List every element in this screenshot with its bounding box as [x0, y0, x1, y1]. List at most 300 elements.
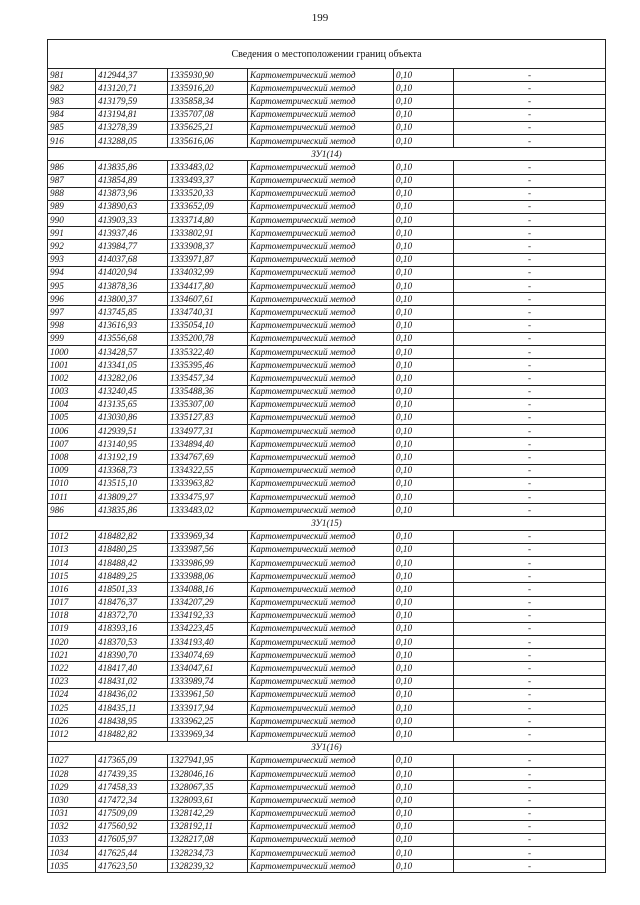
- coord-x-cell: 417365,09: [96, 754, 168, 767]
- method-cell: Картометрический метод: [248, 121, 394, 134]
- coord-x-cell: 418501,33: [96, 583, 168, 596]
- point-number-cell: 987: [48, 174, 96, 187]
- coord-x-cell: 418480,25: [96, 543, 168, 556]
- point-number-cell: 1034: [48, 847, 96, 860]
- coord-x-cell: 418488,42: [96, 556, 168, 569]
- method-cell: Картометрический метод: [248, 675, 394, 688]
- coord-x-cell: 413140,95: [96, 438, 168, 451]
- method-cell: Картометрический метод: [248, 174, 394, 187]
- accuracy-cell: 0,10: [394, 649, 454, 662]
- accuracy-cell: 0,10: [394, 214, 454, 227]
- accuracy-cell: 0,10: [394, 345, 454, 358]
- accuracy-cell: 0,10: [394, 833, 454, 846]
- description-cell: -: [454, 95, 606, 108]
- coord-y-cell: 1333969,34: [168, 530, 248, 543]
- table-row: [48, 807, 606, 820]
- point-number-cell: 1018: [48, 609, 96, 622]
- coord-x-cell: 418482,82: [96, 530, 168, 543]
- coord-y-cell: 1335395,46: [168, 359, 248, 372]
- table-row: [48, 715, 606, 728]
- method-cell: Картометрический метод: [248, 491, 394, 504]
- point-number-cell: 1025: [48, 702, 96, 715]
- method-cell: Картометрический метод: [248, 214, 394, 227]
- method-cell: Картометрический метод: [248, 807, 394, 820]
- coord-x-cell: 417509,09: [96, 807, 168, 820]
- accuracy-cell: 0,10: [394, 266, 454, 279]
- point-number-cell: 1019: [48, 622, 96, 635]
- accuracy-cell: 0,10: [394, 570, 454, 583]
- method-cell: Картометрический метод: [248, 715, 394, 728]
- point-number-cell: 1001: [48, 359, 96, 372]
- accuracy-cell: 0,10: [394, 807, 454, 820]
- accuracy-cell: 0,10: [394, 781, 454, 794]
- coord-x-cell: 417623,50: [96, 860, 168, 873]
- method-cell: Картометрический метод: [248, 728, 394, 741]
- point-number-cell: 1020: [48, 636, 96, 649]
- table-row: [48, 728, 606, 741]
- point-number-cell: 996: [48, 293, 96, 306]
- coord-y-cell: 1334192,33: [168, 609, 248, 622]
- coord-x-cell: 413937,46: [96, 227, 168, 240]
- accuracy-cell: 0,10: [394, 332, 454, 345]
- description-cell: -: [454, 556, 606, 569]
- coord-y-cell: 1328067,35: [168, 781, 248, 794]
- coord-y-cell: 1335930,90: [168, 69, 248, 82]
- accuracy-cell: 0,10: [394, 688, 454, 701]
- section-label: ЗУ1(15): [48, 517, 606, 530]
- coord-y-cell: 1334088,16: [168, 583, 248, 596]
- method-cell: Картометрический метод: [248, 781, 394, 794]
- coord-x-cell: 418476,37: [96, 596, 168, 609]
- description-cell: -: [454, 781, 606, 794]
- coord-y-cell: 1335322,40: [168, 345, 248, 358]
- boundary-coordinates-table: [47, 39, 606, 873]
- description-cell: -: [454, 280, 606, 293]
- description-cell: -: [454, 794, 606, 807]
- accuracy-cell: 0,10: [394, 411, 454, 424]
- accuracy-cell: 0,10: [394, 609, 454, 622]
- description-cell: -: [454, 306, 606, 319]
- table-row: [48, 794, 606, 807]
- description-cell: -: [454, 266, 606, 279]
- point-number-cell: 983: [48, 95, 96, 108]
- coord-y-cell: 1328217,08: [168, 833, 248, 846]
- coord-x-cell: 413341,05: [96, 359, 168, 372]
- description-cell: -: [454, 240, 606, 253]
- coord-y-cell: 1333988,06: [168, 570, 248, 583]
- description-cell: -: [454, 227, 606, 240]
- accuracy-cell: 0,10: [394, 161, 454, 174]
- method-cell: Картометрический метод: [248, 609, 394, 622]
- table-row: [48, 860, 606, 873]
- accuracy-cell: 0,10: [394, 438, 454, 451]
- coord-y-cell: 1334223,45: [168, 622, 248, 635]
- table-row: [48, 95, 606, 108]
- method-cell: Картометрический метод: [248, 161, 394, 174]
- coord-y-cell: 1333971,87: [168, 253, 248, 266]
- coord-x-cell: 413282,06: [96, 372, 168, 385]
- description-cell: -: [454, 860, 606, 873]
- coord-x-cell: 413984,77: [96, 240, 168, 253]
- coord-x-cell: 413120,71: [96, 82, 168, 95]
- point-number-cell: 989: [48, 200, 96, 213]
- description-cell: -: [454, 702, 606, 715]
- table-row: [48, 280, 606, 293]
- accuracy-cell: 0,10: [394, 425, 454, 438]
- description-cell: -: [454, 609, 606, 622]
- coord-x-cell: 413515,10: [96, 477, 168, 490]
- coord-y-cell: 1333986,99: [168, 556, 248, 569]
- method-cell: Картометрический метод: [248, 530, 394, 543]
- method-cell: Картометрический метод: [248, 570, 394, 583]
- description-cell: -: [454, 214, 606, 227]
- coord-x-cell: 418435,11: [96, 702, 168, 715]
- coord-y-cell: 1328142,29: [168, 807, 248, 820]
- coord-y-cell: 1335127,83: [168, 411, 248, 424]
- coord-x-cell: 413835,86: [96, 161, 168, 174]
- point-number-cell: 990: [48, 214, 96, 227]
- point-number-cell: 1002: [48, 372, 96, 385]
- description-cell: -: [454, 359, 606, 372]
- coord-x-cell: 413809,27: [96, 491, 168, 504]
- page-number: 199: [311, 12, 329, 24]
- method-cell: Картометрический метод: [248, 134, 394, 147]
- point-number-cell: 1027: [48, 754, 96, 767]
- description-cell: -: [454, 121, 606, 134]
- coord-x-cell: 413194,81: [96, 108, 168, 121]
- coord-x-cell: 413745,85: [96, 306, 168, 319]
- method-cell: Картометрический метод: [248, 451, 394, 464]
- description-cell: -: [454, 385, 606, 398]
- point-number-cell: 986: [48, 161, 96, 174]
- point-number-cell: 1009: [48, 464, 96, 477]
- method-cell: Картометрический метод: [248, 95, 394, 108]
- accuracy-cell: 0,10: [394, 662, 454, 675]
- coord-y-cell: 1334322,55: [168, 464, 248, 477]
- description-cell: -: [454, 847, 606, 860]
- coord-y-cell: 1334032,99: [168, 266, 248, 279]
- accuracy-cell: 0,10: [394, 477, 454, 490]
- coord-y-cell: 1334074,69: [168, 649, 248, 662]
- description-cell: -: [454, 833, 606, 846]
- coord-y-cell: 1335054,10: [168, 319, 248, 332]
- accuracy-cell: 0,10: [394, 464, 454, 477]
- point-number-cell: 1032: [48, 820, 96, 833]
- coord-y-cell: 1328234,73: [168, 847, 248, 860]
- coord-x-cell: 418482,82: [96, 728, 168, 741]
- method-cell: Картометрический метод: [248, 833, 394, 846]
- accuracy-cell: 0,10: [394, 134, 454, 147]
- coord-x-cell: 413800,37: [96, 293, 168, 306]
- coord-y-cell: 1334193,40: [168, 636, 248, 649]
- method-cell: Картометрический метод: [248, 372, 394, 385]
- method-cell: Картометрический метод: [248, 636, 394, 649]
- point-number-cell: 1012: [48, 728, 96, 741]
- description-cell: -: [454, 134, 606, 147]
- coord-x-cell: 418372,70: [96, 609, 168, 622]
- point-number-cell: 997: [48, 306, 96, 319]
- coord-y-cell: 1333483,02: [168, 161, 248, 174]
- method-cell: Картометрический метод: [248, 108, 394, 121]
- method-cell: Картометрический метод: [248, 847, 394, 860]
- accuracy-cell: 0,10: [394, 174, 454, 187]
- table-row: [48, 622, 606, 635]
- accuracy-cell: 0,10: [394, 200, 454, 213]
- coord-x-cell: 413179,59: [96, 95, 168, 108]
- coord-x-cell: 418431,02: [96, 675, 168, 688]
- table-row: [48, 662, 606, 675]
- accuracy-cell: 0,10: [394, 293, 454, 306]
- method-cell: Картометрический метод: [248, 240, 394, 253]
- accuracy-cell: 0,10: [394, 583, 454, 596]
- coord-y-cell: 1334977,31: [168, 425, 248, 438]
- table-row: [48, 438, 606, 451]
- accuracy-cell: 0,10: [394, 319, 454, 332]
- table-row: [48, 345, 606, 358]
- section-label: ЗУ1(16): [48, 741, 606, 754]
- point-number-cell: 1015: [48, 570, 96, 583]
- description-cell: -: [454, 636, 606, 649]
- coord-x-cell: 414020,94: [96, 266, 168, 279]
- description-cell: -: [454, 688, 606, 701]
- method-cell: Картометрический метод: [248, 622, 394, 635]
- table-row: [48, 688, 606, 701]
- method-cell: Картометрический метод: [248, 438, 394, 451]
- description-cell: -: [454, 411, 606, 424]
- accuracy-cell: 0,10: [394, 69, 454, 82]
- description-cell: -: [454, 438, 606, 451]
- method-cell: Картометрический метод: [248, 280, 394, 293]
- coord-y-cell: 1333917,94: [168, 702, 248, 715]
- coord-x-cell: 417625,44: [96, 847, 168, 860]
- method-cell: Картометрический метод: [248, 187, 394, 200]
- coord-x-cell: 413854,89: [96, 174, 168, 187]
- description-cell: -: [454, 622, 606, 635]
- accuracy-cell: 0,10: [394, 728, 454, 741]
- point-number-cell: 1031: [48, 807, 96, 820]
- accuracy-cell: 0,10: [394, 372, 454, 385]
- method-cell: Картометрический метод: [248, 385, 394, 398]
- method-cell: Картометрический метод: [248, 398, 394, 411]
- accuracy-cell: 0,10: [394, 596, 454, 609]
- table-row: [48, 477, 606, 490]
- table-row: [48, 491, 606, 504]
- coord-y-cell: 1334767,69: [168, 451, 248, 464]
- coord-x-cell: 414037,68: [96, 253, 168, 266]
- point-number-cell: 1026: [48, 715, 96, 728]
- accuracy-cell: 0,10: [394, 767, 454, 780]
- description-cell: -: [454, 464, 606, 477]
- method-cell: Картометрический метод: [248, 425, 394, 438]
- coord-x-cell: 418436,02: [96, 688, 168, 701]
- table-row: [48, 187, 606, 200]
- coord-y-cell: 1335488,36: [168, 385, 248, 398]
- accuracy-cell: 0,10: [394, 253, 454, 266]
- description-cell: -: [454, 728, 606, 741]
- table-row: [48, 134, 606, 147]
- table-row: [48, 306, 606, 319]
- accuracy-cell: 0,10: [394, 491, 454, 504]
- accuracy-cell: 0,10: [394, 121, 454, 134]
- coord-y-cell: 1334417,80: [168, 280, 248, 293]
- method-cell: Картометрический метод: [248, 293, 394, 306]
- table-row: [48, 609, 606, 622]
- accuracy-cell: 0,10: [394, 385, 454, 398]
- coord-y-cell: 1335625,21: [168, 121, 248, 134]
- point-number-cell: 984: [48, 108, 96, 121]
- coord-x-cell: 413835,86: [96, 504, 168, 517]
- method-cell: Картометрический метод: [248, 306, 394, 319]
- accuracy-cell: 0,10: [394, 187, 454, 200]
- description-cell: -: [454, 675, 606, 688]
- coord-x-cell: 413135,65: [96, 398, 168, 411]
- table-row: [48, 675, 606, 688]
- table-row: [48, 425, 606, 438]
- method-cell: Картометрический метод: [248, 345, 394, 358]
- point-number-cell: 1005: [48, 411, 96, 424]
- description-cell: -: [454, 253, 606, 266]
- point-number-cell: 1008: [48, 451, 96, 464]
- method-cell: Картометрический метод: [248, 82, 394, 95]
- point-number-cell: 999: [48, 332, 96, 345]
- table-title-row: [48, 40, 606, 69]
- table-row: [48, 596, 606, 609]
- method-cell: Картометрический метод: [248, 266, 394, 279]
- table-row: [48, 319, 606, 332]
- method-cell: Картометрический метод: [248, 860, 394, 873]
- coord-y-cell: 1335307,00: [168, 398, 248, 411]
- accuracy-cell: 0,10: [394, 636, 454, 649]
- method-cell: Картометрический метод: [248, 662, 394, 675]
- coord-y-cell: 1333969,34: [168, 728, 248, 741]
- point-number-cell: 1012: [48, 530, 96, 543]
- description-cell: -: [454, 504, 606, 517]
- table-row: [48, 161, 606, 174]
- accuracy-cell: 0,10: [394, 702, 454, 715]
- coord-y-cell: 1335858,34: [168, 95, 248, 108]
- coord-y-cell: 1333963,82: [168, 477, 248, 490]
- point-number-cell: 1000: [48, 345, 96, 358]
- table-title: Сведения о местоположении границ объекта: [48, 40, 606, 69]
- point-number-cell: 994: [48, 266, 96, 279]
- point-number-cell: 1021: [48, 649, 96, 662]
- coord-y-cell: 1333493,37: [168, 174, 248, 187]
- point-number-cell: 985: [48, 121, 96, 134]
- coord-y-cell: 1327941,95: [168, 754, 248, 767]
- point-number-cell: 1033: [48, 833, 96, 846]
- point-number-cell: 1030: [48, 794, 96, 807]
- description-cell: -: [454, 491, 606, 504]
- table-row: [48, 174, 606, 187]
- accuracy-cell: 0,10: [394, 715, 454, 728]
- coord-x-cell: 413368,73: [96, 464, 168, 477]
- method-cell: Картометрический метод: [248, 794, 394, 807]
- table-row: [48, 108, 606, 121]
- table-row: [48, 121, 606, 134]
- point-number-cell: 1023: [48, 675, 96, 688]
- accuracy-cell: 0,10: [394, 543, 454, 556]
- coord-x-cell: 413030,86: [96, 411, 168, 424]
- method-cell: Картометрический метод: [248, 332, 394, 345]
- coord-x-cell: 412944,37: [96, 69, 168, 82]
- coord-x-cell: 418393,16: [96, 622, 168, 635]
- table-row: [48, 649, 606, 662]
- table-row: [48, 253, 606, 266]
- accuracy-cell: 0,10: [394, 306, 454, 319]
- accuracy-cell: 0,10: [394, 108, 454, 121]
- method-cell: Картометрический метод: [248, 477, 394, 490]
- table-row: [48, 530, 606, 543]
- table-row: [48, 293, 606, 306]
- table-body: [48, 40, 606, 873]
- accuracy-cell: 0,10: [394, 794, 454, 807]
- point-number-cell: 1022: [48, 662, 96, 675]
- table-row: [48, 464, 606, 477]
- coord-x-cell: 413903,33: [96, 214, 168, 227]
- description-cell: -: [454, 187, 606, 200]
- table-row: [48, 781, 606, 794]
- coord-x-cell: 413288,05: [96, 134, 168, 147]
- accuracy-cell: 0,10: [394, 530, 454, 543]
- method-cell: Картометрический метод: [248, 69, 394, 82]
- coord-x-cell: 413616,93: [96, 319, 168, 332]
- table-row: [48, 451, 606, 464]
- coord-x-cell: 418370,53: [96, 636, 168, 649]
- point-number-cell: 981: [48, 69, 96, 82]
- table-row: [48, 570, 606, 583]
- description-cell: -: [454, 451, 606, 464]
- description-cell: -: [454, 82, 606, 95]
- method-cell: Картометрический метод: [248, 319, 394, 332]
- method-cell: Картометрический метод: [248, 583, 394, 596]
- coord-y-cell: 1334740,31: [168, 306, 248, 319]
- point-number-cell: 1024: [48, 688, 96, 701]
- accuracy-cell: 0,10: [394, 556, 454, 569]
- accuracy-cell: 0,10: [394, 95, 454, 108]
- point-number-cell: 992: [48, 240, 96, 253]
- point-number-cell: 1029: [48, 781, 96, 794]
- description-cell: -: [454, 425, 606, 438]
- accuracy-cell: 0,10: [394, 398, 454, 411]
- description-cell: -: [454, 319, 606, 332]
- description-cell: -: [454, 583, 606, 596]
- description-cell: -: [454, 293, 606, 306]
- accuracy-cell: 0,10: [394, 622, 454, 635]
- coord-x-cell: 418417,40: [96, 662, 168, 675]
- method-cell: Картометрический метод: [248, 820, 394, 833]
- coord-y-cell: 1335707,08: [168, 108, 248, 121]
- point-number-cell: 986: [48, 504, 96, 517]
- point-number-cell: 1010: [48, 477, 96, 490]
- method-cell: Картометрический метод: [248, 596, 394, 609]
- point-number-cell: 1011: [48, 491, 96, 504]
- table-row: [48, 240, 606, 253]
- point-number-cell: 1014: [48, 556, 96, 569]
- coord-y-cell: 1333520,33: [168, 187, 248, 200]
- method-cell: Картометрический метод: [248, 688, 394, 701]
- coord-x-cell: 413873,96: [96, 187, 168, 200]
- table-row: [48, 411, 606, 424]
- method-cell: Картометрический метод: [248, 200, 394, 213]
- coord-y-cell: 1333802,91: [168, 227, 248, 240]
- description-cell: -: [454, 372, 606, 385]
- description-cell: -: [454, 174, 606, 187]
- point-number-cell: 993: [48, 253, 96, 266]
- coord-y-cell: 1335457,34: [168, 372, 248, 385]
- table-row: [48, 702, 606, 715]
- description-cell: -: [454, 662, 606, 675]
- table-row: [48, 504, 606, 517]
